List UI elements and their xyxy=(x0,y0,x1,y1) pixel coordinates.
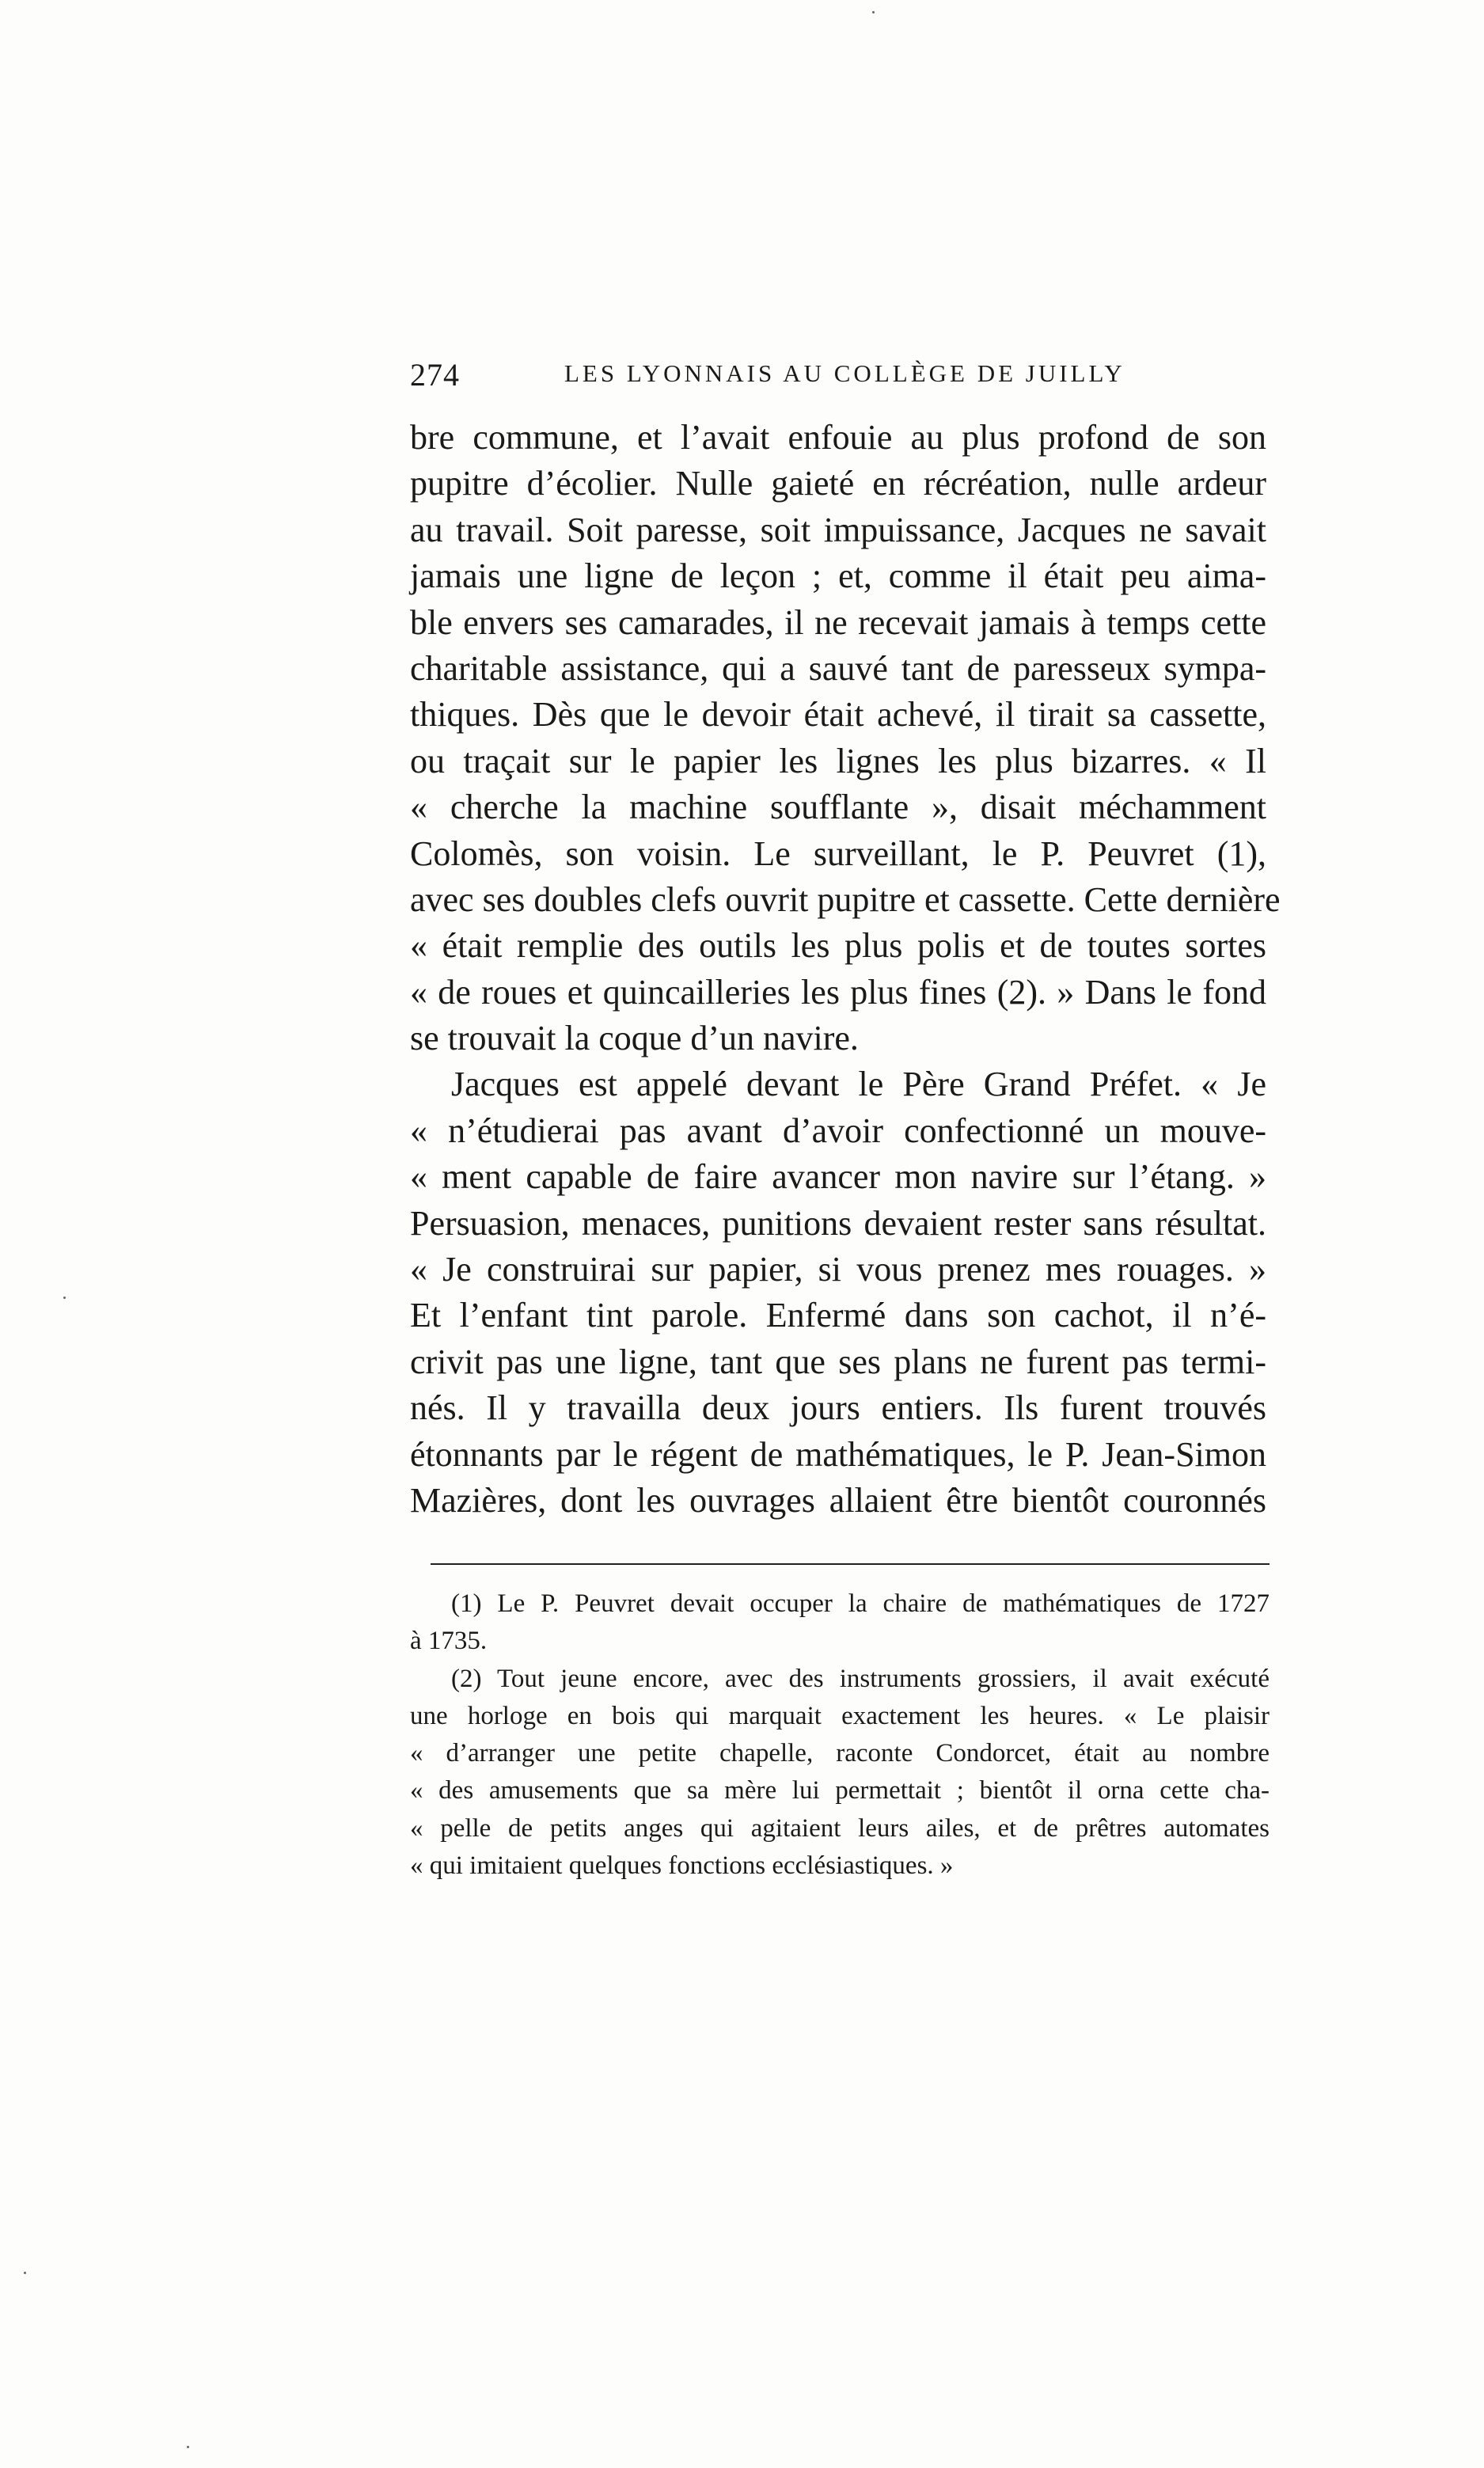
page-number: 274 xyxy=(410,357,460,393)
body-text xyxy=(410,415,1281,1524)
body-line: Et l’enfant tint parole. Enfermé dans son cachot, il n’é- xyxy=(410,1296,1266,1335)
footnote-line: « des amusements que sa mère lui permettait ; bientôt il orna cette cha- xyxy=(410,1776,1270,1805)
footnote-line: « d’arranger une petite chapelle, raconte Condorcet, était au nombre xyxy=(410,1739,1270,1768)
footnote-line: à 1735. xyxy=(410,1627,488,1656)
body-line: pupitre d’écolier. Nulle gaieté en récréation, nulle ardeur xyxy=(410,464,1266,503)
paper-speck xyxy=(24,2272,26,2274)
footnote-line: « qui imitaient quelques fonctions ecclésiastiques. » xyxy=(410,1851,954,1881)
body-line: « cherche la machine soufflante », disait méchamment xyxy=(410,788,1266,827)
paper-speck xyxy=(187,2446,189,2448)
body-line: avec ses doubles clefs ouvrit pupitre et cassette. Cette dernière xyxy=(410,879,1281,919)
body-line: « n’étudierai pas avant d’avoir confectionné un mouve- xyxy=(410,1111,1266,1150)
footnote-line: (2) Tout jeune encore, avec des instruments grossiers, il avait exécuté xyxy=(451,1664,1270,1693)
body-line: « de roues et quincailleries les plus fines (2). » Dans le fond xyxy=(410,972,1266,1012)
footnote-separator xyxy=(431,1563,1270,1565)
body-line: ou traçait sur le papier les lignes les plus bizarres. « Il xyxy=(410,741,1266,780)
running-header xyxy=(410,356,1265,404)
body-line: crivit pas une ligne, tant que ses plans ne furent pas termi- xyxy=(410,1342,1266,1381)
footnote-line: « pelle de petits anges qui agitaient leurs ailes, et de prêtres automates xyxy=(410,1813,1270,1843)
footnote-line: (1) Le P. Peuvret devait occuper la chaire de mathématiques de 1727 xyxy=(451,1589,1270,1618)
footnote-line: une horloge en bois qui marquait exactement les heures. « Le plaisir xyxy=(410,1701,1270,1730)
body-line: nés. Il y travailla deux jours entiers. Ils furent trouvés xyxy=(410,1388,1266,1428)
footnotes xyxy=(410,1585,1270,1885)
body-line: bre commune, et l’avait enfouie au plus profond de son xyxy=(410,418,1266,457)
body-line: ble envers ses camarades, il ne recevait jamais à temps cette xyxy=(410,602,1266,642)
body-line: thiques. Dès que le devoir était achevé, il tirait sa cassette, xyxy=(410,695,1266,735)
body-line: Jacques est appelé devant le Père Grand Préfet. « Je xyxy=(451,1065,1266,1104)
paper-speck xyxy=(872,11,875,13)
body-line: « ment capable de faire avancer mon navire sur l’étang. » xyxy=(410,1157,1266,1197)
body-line: jamais une ligne de leçon ; et, comme il était peu aima- xyxy=(410,556,1266,596)
body-line: charitable assistance, qui a sauvé tant de paresseux sympa- xyxy=(410,648,1266,688)
body-line: se trouvait la coque d’un navire. xyxy=(410,1019,859,1058)
body-line: Colomès, son voisin. Le surveillant, le P. Peuvret (1), xyxy=(410,833,1266,873)
paper-speck xyxy=(63,1297,66,1299)
body-line: au travail. Soit paresse, soit impuissance, Jacques ne savait xyxy=(410,510,1266,549)
running-title: LES LYONNAIS AU COLLÈGE DE JUILLY xyxy=(564,359,1125,387)
body-line: Mazières, dont les ouvrages allaient être bientôt couronnés xyxy=(410,1480,1266,1520)
body-line: étonnants par le régent de mathématiques, le P. Jean-Simon xyxy=(410,1434,1266,1474)
body-line: « était remplie des outils les plus polis et de toutes sortes xyxy=(410,926,1266,966)
body-line: Persuasion, menaces, punitions devaient rester sans résultat. xyxy=(410,1203,1266,1243)
body-line: « Je construirai sur papier, si vous prenez mes rouages. » xyxy=(410,1250,1266,1289)
